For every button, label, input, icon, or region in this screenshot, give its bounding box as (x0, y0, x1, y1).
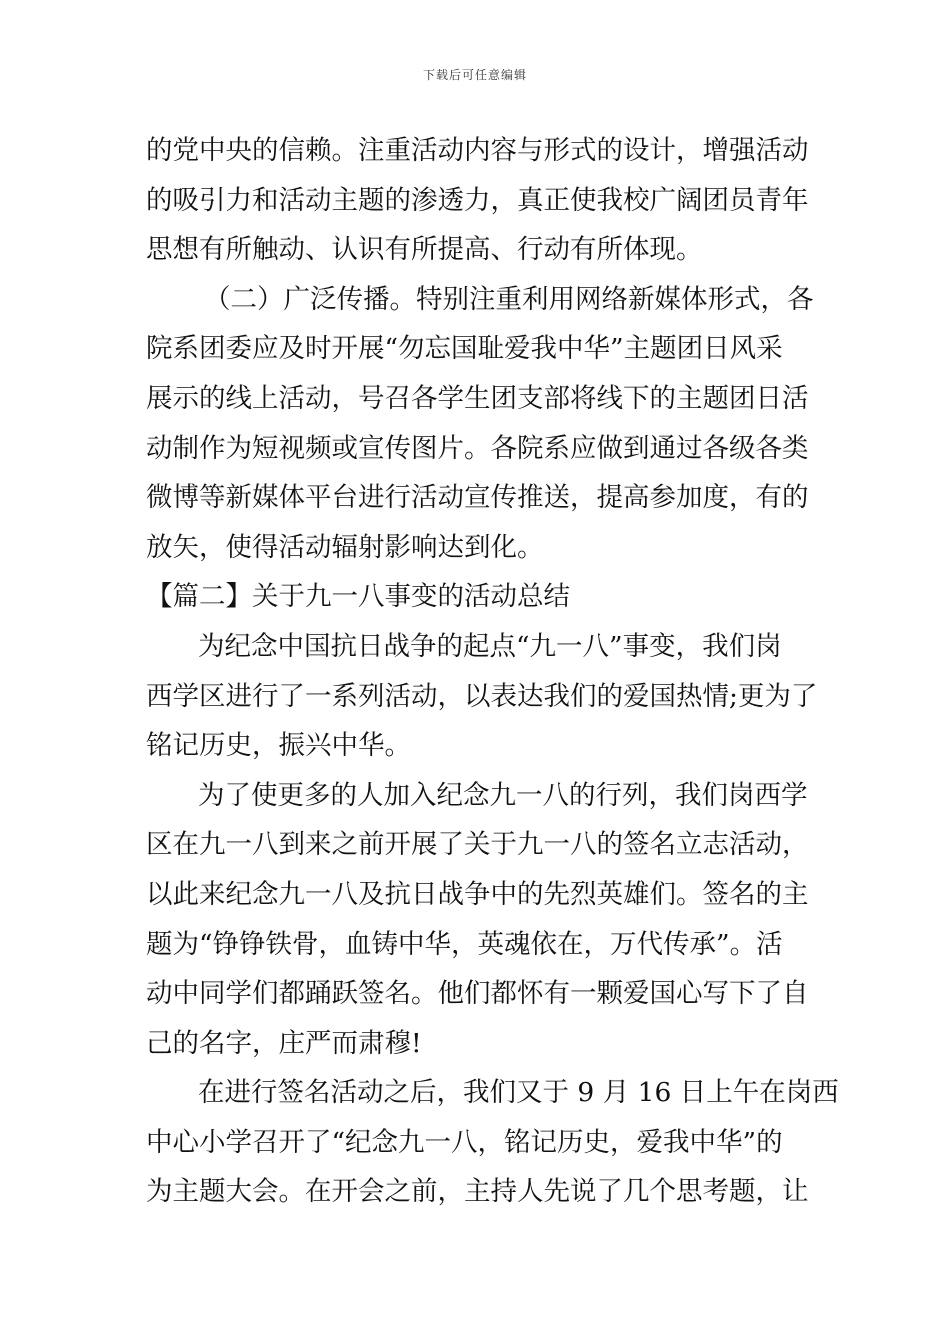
text-line: 西学区进行了一系列活动，以表达我们的爱国热情;更为了 (146, 680, 818, 712)
text-line: 中心小学召开了“纪念九一八，铭记历史，爱我中华”的 (146, 1126, 783, 1158)
text-line: 为主题大会。在开会之前，主持人先说了几个思考题，让 (146, 1176, 809, 1208)
text-line: 为了使更多的人加入纪念九一八的行列，我们岗西学 (198, 779, 808, 811)
text-line: 以此来纪念九一八及抗日战争中的先烈英雄们。签名的主 (146, 878, 809, 910)
text-line: 的吸引力和活动主题的渗透力，真正使我校广阔团员青年 (146, 184, 809, 216)
text-line: 动中同学们都踊跃签名。他们都怀有一颗爱国心写下了自 (146, 978, 809, 1010)
text-line: 的党中央的信赖。注重活动内容与形式的设计，增强活动 (146, 135, 809, 166)
text-line: 己的名字，庄严而肃穆! (146, 1027, 422, 1059)
text-line: 动制作为短视频或宣传图片。各院系应做到通过各级各类 (146, 432, 809, 464)
text-line: 微博等新媒体平台进行活动宣传推送，提高参加度，有的 (146, 482, 809, 514)
text-line: 思想有所触动、认识有所提高、行动有所体现。 (146, 234, 703, 266)
text-line: 铭记历史，振兴中华。 (146, 730, 411, 762)
page-header: 下载后可任意编辑 (422, 68, 527, 82)
document-body (146, 126, 839, 1217)
text-line: 题为“铮铮铁骨，血铸中华，英魂依在，万代传承”。活 (146, 928, 783, 960)
text-line: 院系团委应及时开展“勿忘国耻爱我中华”主题团日风采 (146, 333, 783, 365)
text-line: （二）广泛传播。特别注重利用网络新媒体形式，各 (204, 283, 814, 315)
text-line: 放矢，使得活动辐射影响达到化。 (146, 531, 544, 563)
section-heading: 【篇二】关于九一八事变的活动总结 (146, 581, 570, 613)
text-line: 区在九一八到来之前开展了关于九一八的签名立志活动， (146, 829, 809, 861)
text-line: 展示的线上活动，号召各学生团支部将线下的主题团日活 (146, 382, 809, 414)
text-line: 为纪念中国抗日战争的起点“九一八”事变，我们岗 (198, 630, 782, 662)
text-line: 在进行签名活动之后，我们又于 9 月 16 日上午在岗西 (198, 1077, 839, 1109)
